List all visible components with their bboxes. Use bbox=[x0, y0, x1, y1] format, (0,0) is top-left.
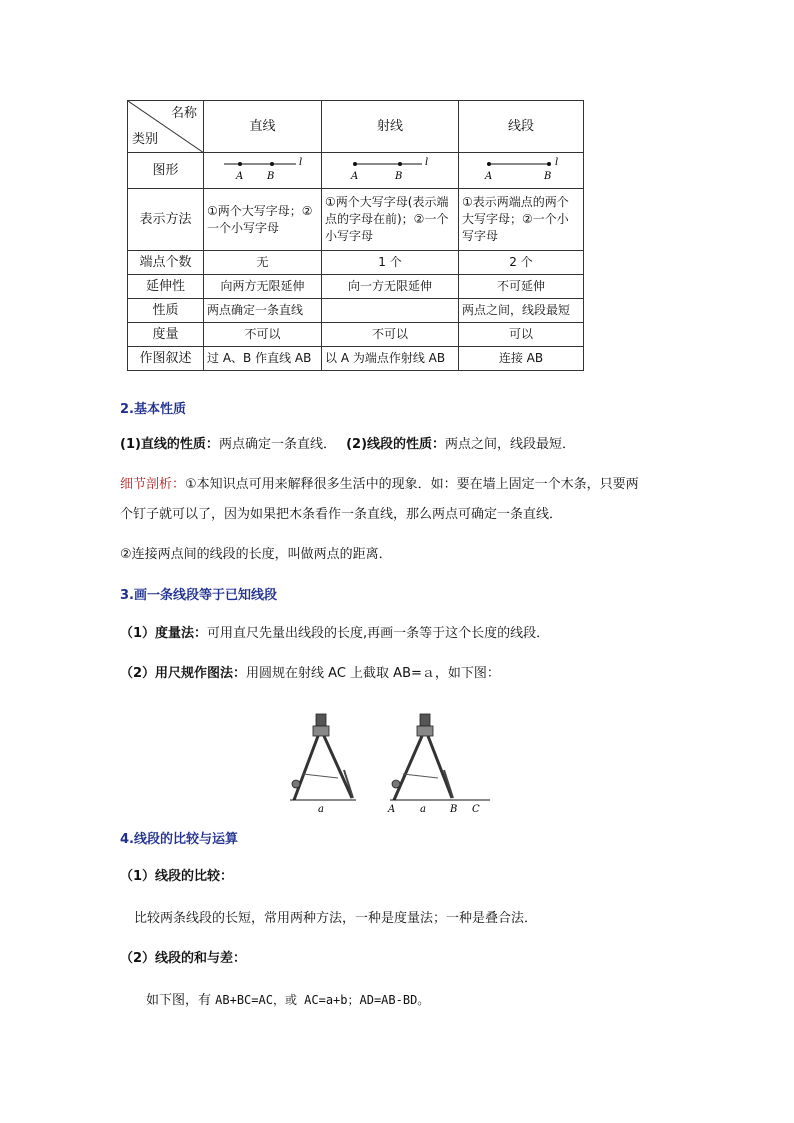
column-header-segment: 线段 bbox=[459, 101, 584, 153]
ray-figure bbox=[322, 153, 459, 189]
measure-method-text: 可用直尺先量出线段的长度,再画一条等于这个长度的线段． bbox=[207, 626, 550, 641]
table-cell: 向两方无限延伸 bbox=[204, 275, 322, 299]
table-cell: 向一方无限延伸 bbox=[322, 275, 459, 299]
row-label: 延伸性 bbox=[128, 275, 204, 299]
header-bottom-label: 类别 bbox=[132, 132, 159, 147]
compass-method-label: （2）用尺规作图法： bbox=[120, 666, 247, 681]
detail-note-text-3: ②连接两点间的线段的长度，叫做两点的距离． bbox=[120, 547, 392, 562]
detail-note-text-2: 个钉子就可以了，因为如果把木条看作一条直线，那么两点可确定一条直线． bbox=[120, 507, 563, 522]
point-a bbox=[353, 162, 357, 166]
diagonal-header-cell bbox=[128, 101, 204, 153]
detail-note-text-1: ①本知识点可用来解释很多生活中的现象．如：要在墙上固定一个木条，只要两 bbox=[185, 477, 639, 492]
label-a: A bbox=[351, 171, 359, 182]
label-a: A bbox=[485, 171, 493, 182]
measure-method-line bbox=[120, 624, 549, 644]
section-2-title: 2.基本性质 bbox=[120, 402, 186, 417]
table-cell: ①两个大写字母(表示端点的字母在前)；②一个小写字母 bbox=[322, 189, 459, 251]
column-header-ray: 射线 bbox=[322, 101, 459, 153]
detail-note-label: 细节剖析： bbox=[120, 477, 186, 492]
table-cell: ①两个大写字母；②一个小写字母 bbox=[204, 189, 322, 251]
line-property-text: 两点确定一条直线． bbox=[218, 437, 336, 452]
label-l: l bbox=[299, 157, 303, 168]
line-property-label: (1)直线的性质： bbox=[120, 437, 219, 452]
measure-method-label: （1）度量法： bbox=[120, 626, 208, 641]
segment-property-label: (2)线段的性质： bbox=[346, 437, 446, 452]
compass-method-line bbox=[120, 664, 500, 684]
table-row bbox=[128, 275, 584, 299]
sum-difference-line bbox=[146, 990, 429, 1011]
table-cell: ①表示两端点的两个大写字母；②一个小写字母 bbox=[459, 189, 584, 251]
label-b: B bbox=[395, 171, 403, 182]
point-a bbox=[487, 162, 491, 166]
table-cell: 不可延伸 bbox=[459, 275, 584, 299]
table-header-row bbox=[128, 101, 584, 153]
segment-property-text: 两点之间，线段最短． bbox=[445, 437, 576, 452]
label-C: C bbox=[472, 804, 480, 815]
sum-difference-prefix: 如下图，有 bbox=[146, 993, 216, 1008]
label-a2: a bbox=[420, 804, 426, 815]
table-cell: 以 A 为端点作射线 AB bbox=[322, 347, 459, 371]
point-b bbox=[547, 162, 551, 166]
table-row bbox=[128, 299, 584, 323]
comparison-subtitle: （1）线段的比较： bbox=[120, 869, 234, 884]
table-cell: 两点确定一条直线 bbox=[204, 299, 322, 323]
column-header-line: 直线 bbox=[204, 101, 322, 153]
compass-construction-figure bbox=[280, 712, 500, 816]
segment-figure bbox=[459, 153, 584, 189]
table-row bbox=[128, 189, 584, 251]
label-b: B bbox=[544, 171, 552, 182]
point-a bbox=[238, 162, 242, 166]
detail-note-line-1 bbox=[120, 475, 639, 495]
table-cell: 连接 AB bbox=[459, 347, 584, 371]
compass-right bbox=[392, 714, 453, 800]
compass-left bbox=[292, 714, 353, 800]
compass-method-text: 用圆规在射线 AC 上截取 AB=ａ，如下图： bbox=[246, 666, 500, 681]
table-cell: 两点之间，线段最短 bbox=[459, 299, 584, 323]
table-cell: 1 个 bbox=[322, 251, 459, 275]
label-l: l bbox=[555, 157, 559, 168]
table-cell bbox=[322, 299, 459, 323]
row-label: 表示方法 bbox=[128, 189, 204, 251]
section-3-title: 3.画一条线段等于已知线段 bbox=[120, 588, 277, 603]
table-cell: 可以 bbox=[459, 323, 584, 347]
comparison-table bbox=[127, 100, 584, 371]
point-b bbox=[270, 162, 274, 166]
row-label: 性质 bbox=[128, 299, 204, 323]
table-cell: 过 A、B 作直线 AB bbox=[204, 347, 322, 371]
table-row bbox=[128, 347, 584, 371]
row-label: 度量 bbox=[128, 323, 204, 347]
table-cell: 无 bbox=[204, 251, 322, 275]
label-A: A bbox=[388, 804, 396, 815]
row-label: 作图叙述 bbox=[128, 347, 204, 371]
point-b bbox=[398, 162, 402, 166]
header-top-label: 名称 bbox=[170, 106, 197, 121]
table-cell: 不可以 bbox=[322, 323, 459, 347]
label-l: l bbox=[425, 157, 429, 168]
line-figure bbox=[204, 153, 322, 189]
label-B: B bbox=[450, 804, 458, 815]
row-label: 端点个数 bbox=[128, 251, 204, 275]
section-4-title: 4.线段的比较与运算 bbox=[120, 832, 238, 847]
sum-difference-formula: AB+BC=AC，或 AC=a+b；AD=AB-BD。 bbox=[215, 993, 430, 1007]
properties-line bbox=[120, 435, 575, 455]
table-row bbox=[128, 251, 584, 275]
comparison-text: 比较两条线段的长短，常用两种方法，一种是度量法；一种是叠合法． bbox=[134, 911, 538, 926]
label-a: A bbox=[236, 171, 244, 182]
sum-difference-subtitle: （2）线段的和与差： bbox=[120, 951, 247, 966]
table-row bbox=[128, 323, 584, 347]
label-a1: a bbox=[318, 804, 324, 815]
table-cell: 不可以 bbox=[204, 323, 322, 347]
table-row bbox=[128, 153, 584, 189]
label-b: B bbox=[267, 171, 275, 182]
row-label: 图形 bbox=[128, 153, 204, 189]
table-cell: 2 个 bbox=[459, 251, 584, 275]
